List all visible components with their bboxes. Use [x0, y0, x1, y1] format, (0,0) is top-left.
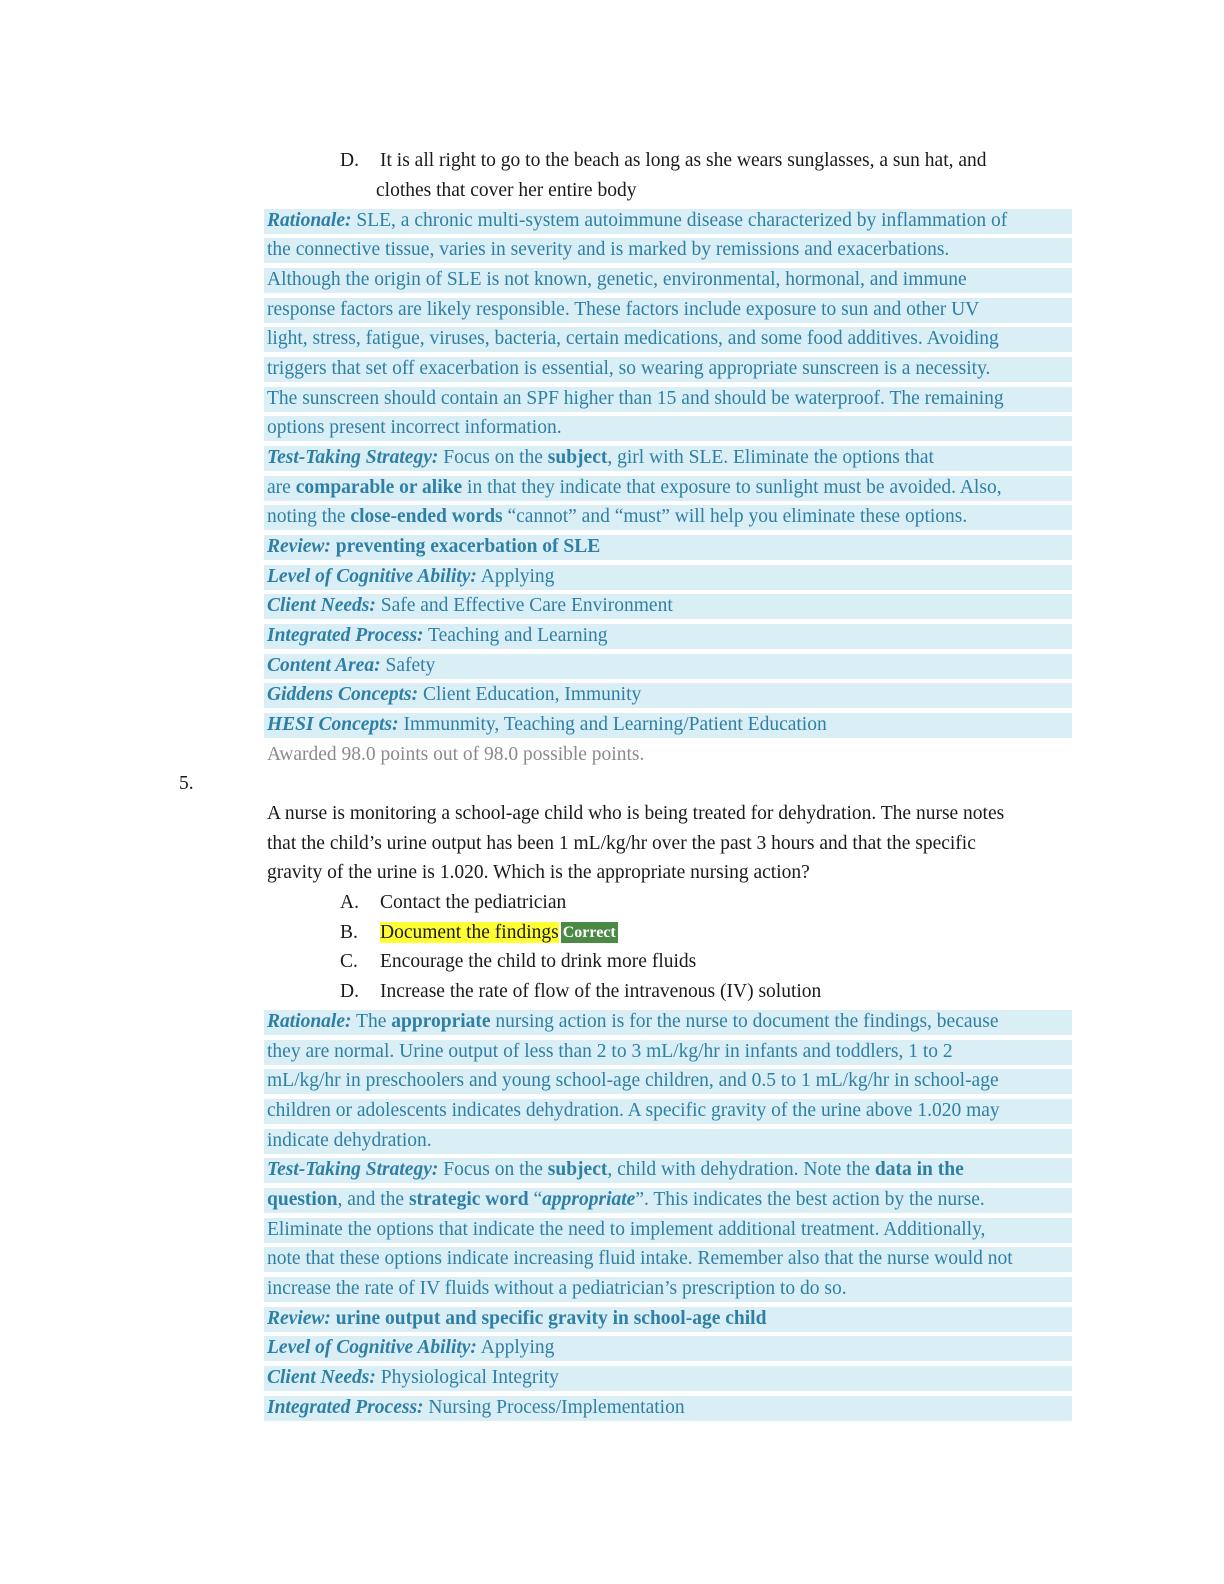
q4-option-d	[340, 146, 987, 176]
q4-strategy-line: are comparable or alike in that they indicate that exposure to sunlight must be avoided. Also,	[267, 477, 1002, 498]
review-label: Review:	[267, 1308, 331, 1329]
q5-option-b[interactable]	[340, 918, 618, 948]
q5-option-c[interactable]	[340, 947, 696, 977]
option-text: Encourage the child to drink more fluids	[380, 951, 697, 972]
option-letter: D.	[340, 150, 359, 171]
q4-rationale-line: Although the origin of SLE is not known, genetic, environmental, hormonal, and immune	[267, 269, 967, 290]
option-text: Contact the pediatrician	[380, 892, 567, 913]
q4-client-needs: Client Needs: Safe and Effective Care Environment	[267, 595, 673, 616]
strategy-label: Test-Taking Strategy:	[267, 447, 439, 468]
q4-rationale-line: response factors are likely responsible. These factors include exposure to sun and other UV	[267, 299, 980, 320]
q5-review: Review: urine output and specific gravity in school-age child	[267, 1308, 767, 1329]
q5-strategy-line: Eliminate the options that indicate the need to implement additional treatment. Additionally,	[267, 1219, 986, 1240]
q5-client-needs: Client Needs: Physiological Integrity	[267, 1367, 559, 1388]
q5-strategy-line: increase the rate of IV fluids without a pediatrician’s prescription to do so.	[267, 1278, 847, 1299]
q5-stem-line: that the child’s urine output has been 1 mL/kg/hr over the past 3 hours and that the specific	[267, 833, 976, 854]
q5-strategy-line: question, and the strategic word “appropriate”. This indicates the best action by the nurse.	[267, 1189, 985, 1210]
q5-rationale-line: mL/kg/hr in preschoolers and young school-age children, and 0.5 to 1 mL/kg/hr in school-age	[267, 1070, 999, 1091]
option-letter: B.	[340, 922, 358, 943]
option-text: Increase the rate of flow of the intravenous (IV) solution	[380, 981, 822, 1002]
q5-rationale-line: indicate dehydration.	[267, 1130, 432, 1151]
q5-stem-line: A nurse is monitoring a school-age child who is being treated for dehydration. The nurse notes	[267, 803, 1005, 824]
review-label: Review:	[267, 536, 331, 557]
q4-rationale-line: light, stress, fatigue, viruses, bacteria, certain medications, and some food additives. Avoiding	[267, 328, 999, 349]
selected-answer-text: Document the findings	[380, 922, 559, 943]
q5-stem-line: gravity of the urine is 1.020. Which is the appropriate nursing action?	[267, 862, 810, 883]
q5-strategy-line: note that these options indicate increasing fluid intake. Remember also that the nurse would not	[267, 1248, 1013, 1269]
q4-review: Review: preventing exacerbation of SLE	[267, 536, 601, 557]
q4-awarded-points: Awarded 98.0 points out of 98.0 possible points.	[267, 744, 645, 765]
q4-cognitive-level: Level of Cognitive Ability: Applying	[267, 566, 555, 587]
q5-option-d[interactable]	[340, 977, 821, 1007]
q4-giddens-concepts: Giddens Concepts: Client Education, Immunity	[267, 684, 642, 705]
q5-option-a[interactable]	[340, 888, 566, 918]
option-text: It is all right to go to the beach as long as she wears sunglasses, a sun hat, and	[380, 150, 987, 171]
q4-option-d-continued: clothes that cover her entire body	[376, 180, 637, 201]
q4-strategy-line: Test-Taking Strategy: Focus on the subject, girl with SLE. Eliminate the options that	[267, 447, 934, 468]
option-letter: D.	[340, 981, 359, 1002]
q4-rationale-line: triggers that set off exacerbation is essential, so wearing appropriate sunscreen is a necessity.	[267, 358, 991, 379]
strategy-label: Test-Taking Strategy:	[267, 1159, 439, 1180]
q5-number: 5.	[179, 773, 194, 794]
option-letter: A.	[340, 892, 359, 913]
q4-content-area: Content Area: Safety	[267, 655, 436, 676]
q5-rationale-line: Rationale: The appropriate nursing action is for the nurse to document the findings, because	[267, 1011, 999, 1032]
correct-badge: Correct	[562, 924, 616, 941]
q5-strategy-line: Test-Taking Strategy: Focus on the subject, child with dehydration. Note the data in the	[267, 1159, 964, 1180]
q4-strategy-line: noting the close-ended words “cannot” and “must” will help you eliminate these options.	[267, 506, 968, 527]
q5-integrated-process: Integrated Process: Nursing Process/Implementation	[267, 1397, 685, 1418]
q5-rationale-line: children or adolescents indicates dehydration. A specific gravity of the urine above 1.020 may	[267, 1100, 1000, 1121]
q5-rationale-line: they are normal. Urine output of less than 2 to 3 mL/kg/hr in infants and toddlers, 1 to 2	[267, 1041, 953, 1062]
rationale-label: Rationale:	[267, 1011, 352, 1032]
rationale-label: Rationale:	[267, 210, 352, 231]
q4-rationale-line: The sunscreen should contain an SPF higher than 15 and should be waterproof. The remaining	[267, 388, 1004, 409]
option-letter: C.	[340, 951, 358, 972]
q4-rationale-line: options present incorrect information.	[267, 417, 562, 438]
q4-rationale-line: Rationale: SLE, a chronic multi-system autoimmune disease characterized by inflammation of	[267, 210, 1008, 231]
q4-hesi-concepts: HESI Concepts: Immunmity, Teaching and Learning/Patient Education	[267, 714, 827, 735]
q5-cognitive-level: Level of Cognitive Ability: Applying	[267, 1337, 555, 1358]
q4-integrated-process: Integrated Process: Teaching and Learning	[267, 625, 608, 646]
q4-rationale-line: the connective tissue, varies in severity and is marked by remissions and exacerbations.	[267, 239, 950, 260]
